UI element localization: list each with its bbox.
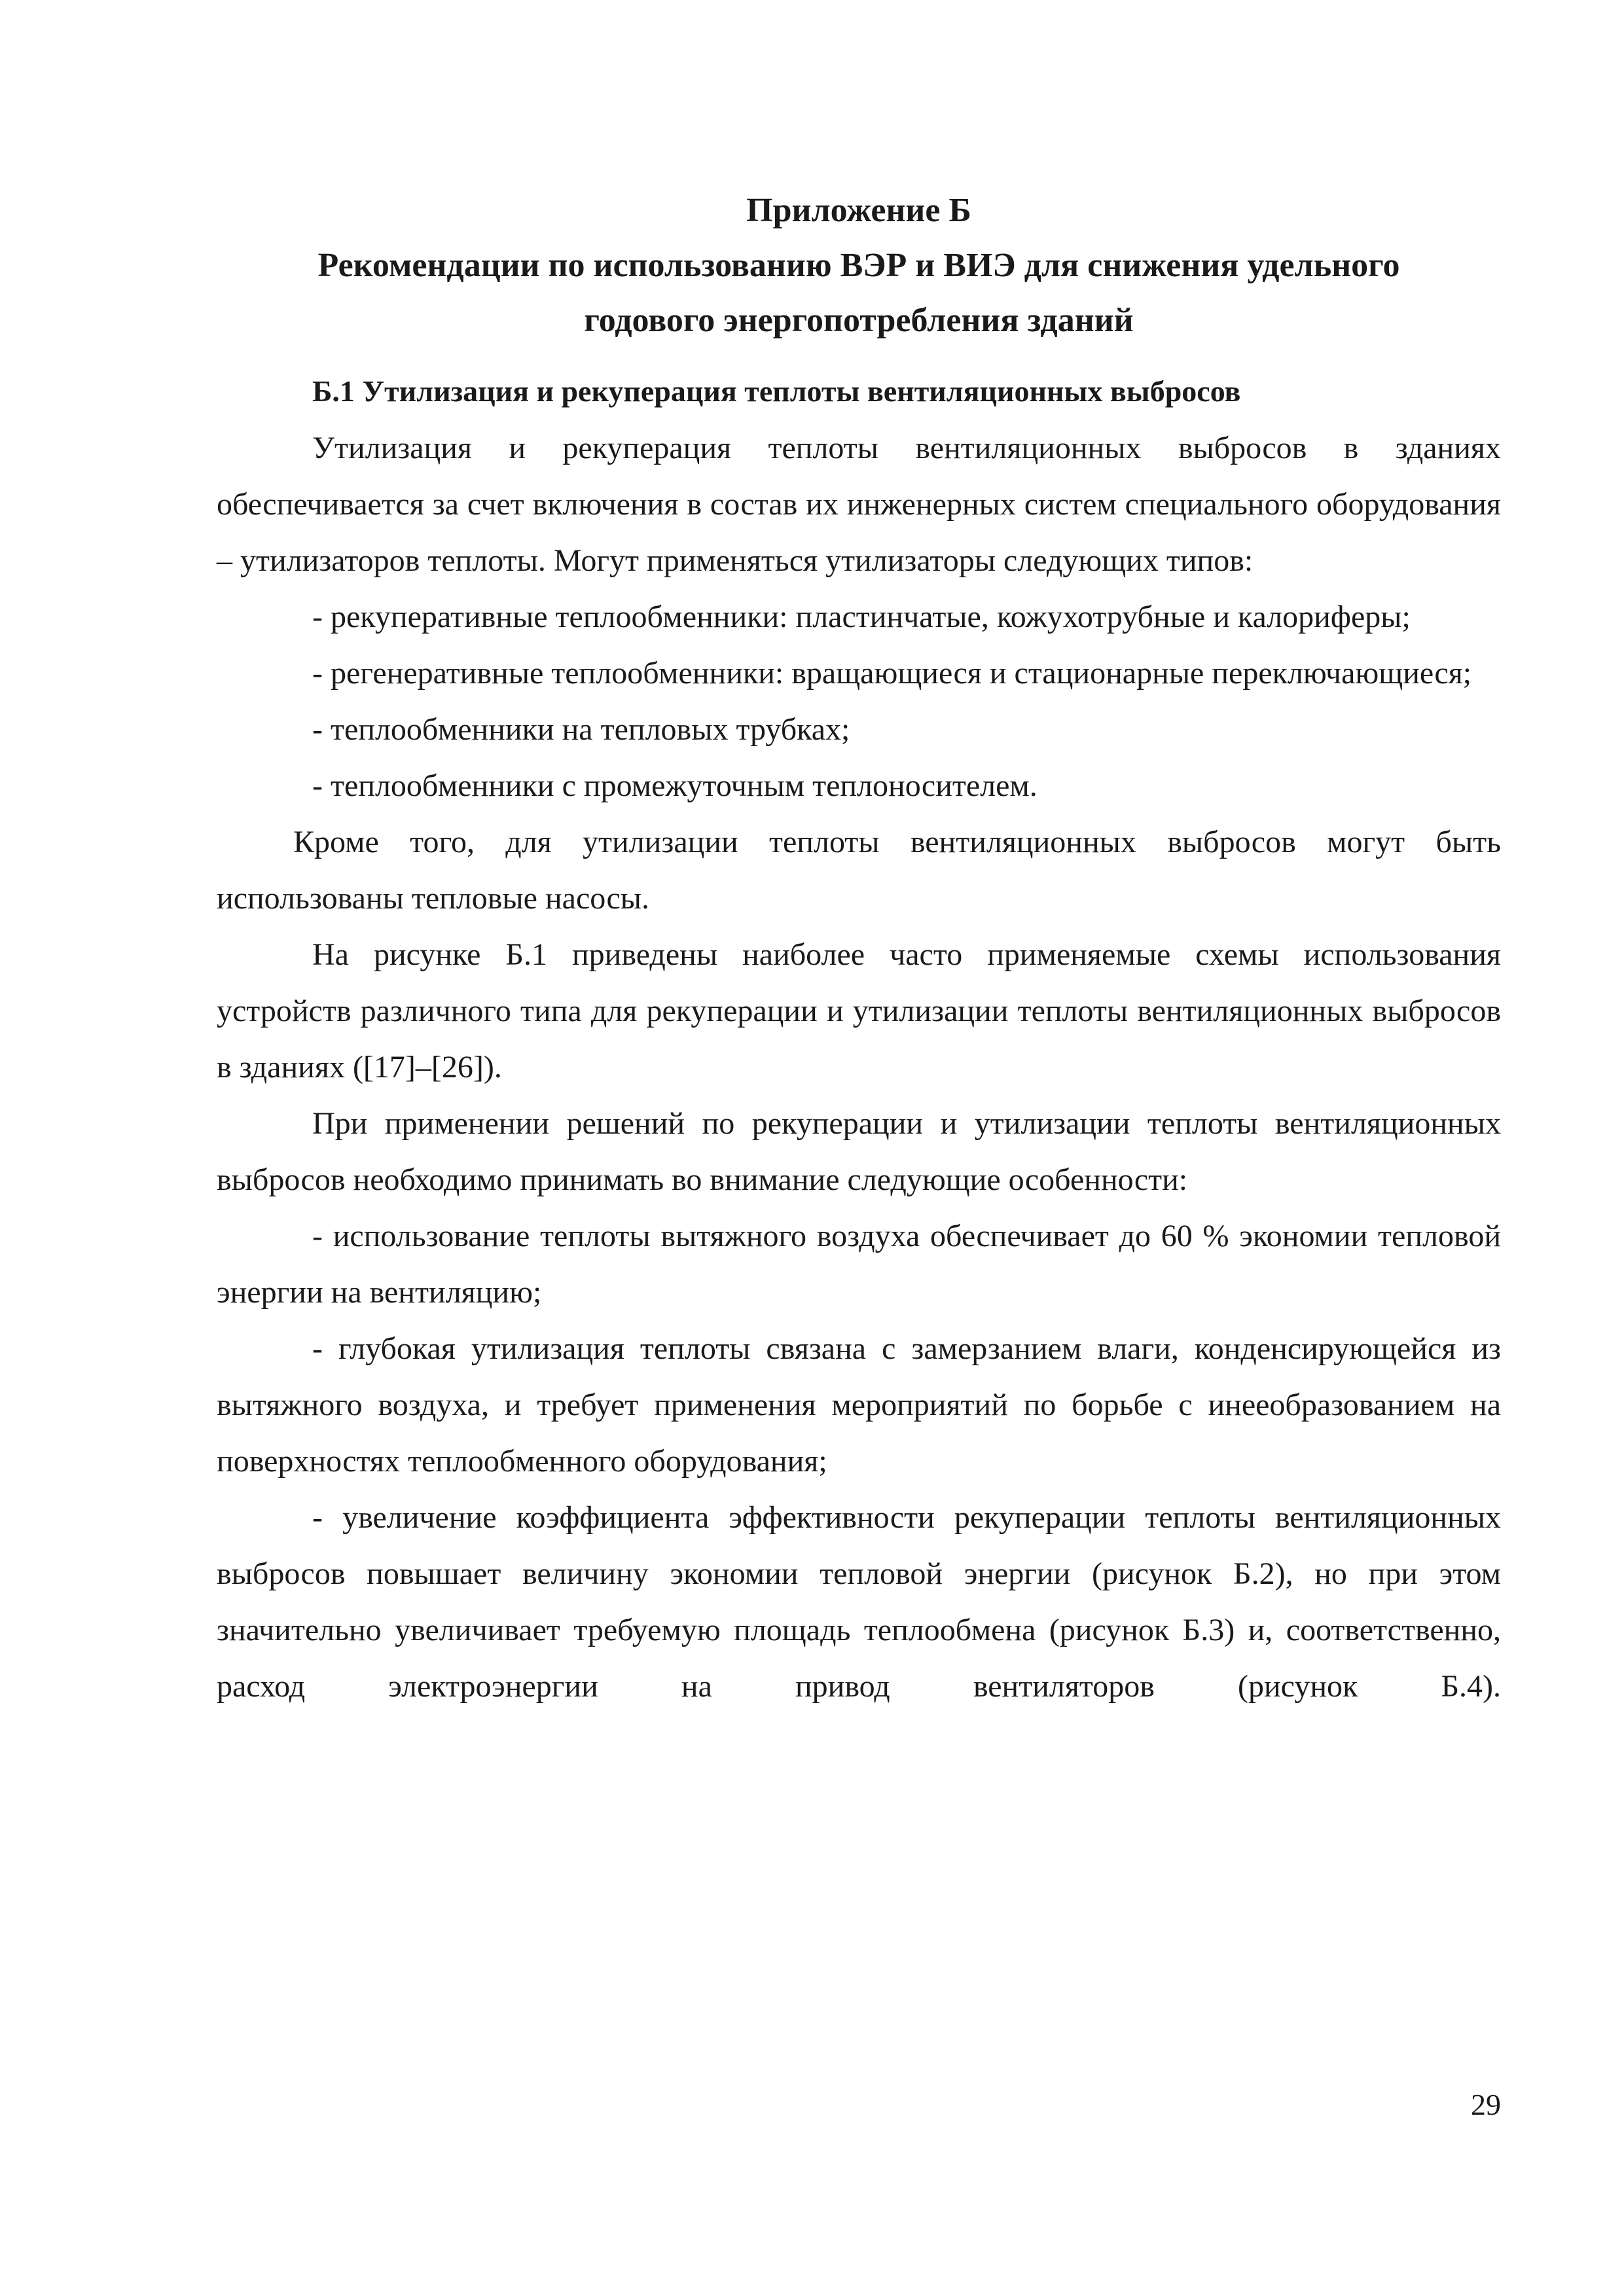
section-heading: Б.1 Утилизация и рекуперация теплоты вентиляционных выбросов <box>312 374 1241 408</box>
list-item-efficiency-increase: - увеличение коэффициента эффективности рекуперации теплоты вентиляционных выбросов повышает величину экономии тепловой энергии (рисунок Б.2), но при этом значительно увеличивает требуемую площадь теплообмена (рисунок Б.3) и, соответственно, расход электроэнергии на привод вентиляторов (рисунок Б.4). <box>217 1500 1501 1704</box>
paragraph-features-intro: При применении решений по рекуперации и утилизации теплоты вентиляционных выбросов необходимо принимать во внимание следующие особенности: <box>217 1106 1501 1197</box>
text-column <box>217 183 1501 1715</box>
appendix-title: Приложение Б <box>746 192 971 229</box>
paragraph-intro: Утилизация и рекуперация теплоты вентиляционных выбросов в зданиях обеспечивается за счет включения в состав их инженерных систем специального оборудования – утилизаторов теплоты. Могут применяться утилизаторы следующих типов: <box>217 431 1501 578</box>
paragraph-heat-pumps: Кроме того, для утилизации теплоты вентиляционных выбросов могут быть использованы тепловые насосы. <box>217 825 1501 916</box>
list-item-intermediate-carrier: - теплообменники с промежуточным теплоносителем. <box>312 768 1038 803</box>
list-item-recuperative: - рекуперативные теплообменники: пластинчатые, кожухотрубные и калориферы; <box>312 600 1411 634</box>
appendix-subtitle-line-1: Рекомендации по использованию ВЭР и ВИЭ для снижения удельного <box>317 247 1400 284</box>
list-item-heat-pipes: - теплообменники на тепловых трубках; <box>312 712 850 747</box>
appendix-subtitle-line-2: годового энергопотребления зданий <box>584 302 1134 339</box>
list-item-exhaust-heat: - использование теплоты вытяжного воздуха обеспечивает до 60 % экономии тепловой энергии на вентиляцию; <box>217 1219 1501 1310</box>
paragraph-figure-reference: На рисунке Б.1 приведены наиболее часто применяемые схемы использования устройств различного типа для рекуперации и утилизации теплоты вентиляционных выбросов в зданиях ([17]–[26]). <box>217 937 1501 1085</box>
list-item-regenerative: - регенеративные теплообменники: вращающиеся и стационарные переключающиеся; <box>312 656 1472 691</box>
list-item-deep-utilization: - глубокая утилизация теплоты связана с замерзанием влаги, конденсирующейся из вытяжного воздуха, и требует применения мероприятий по борьбе с инееобразованием на поверхностях теплообменного оборудования; <box>217 1331 1501 1479</box>
page-number: 29 <box>1471 2088 1501 2121</box>
